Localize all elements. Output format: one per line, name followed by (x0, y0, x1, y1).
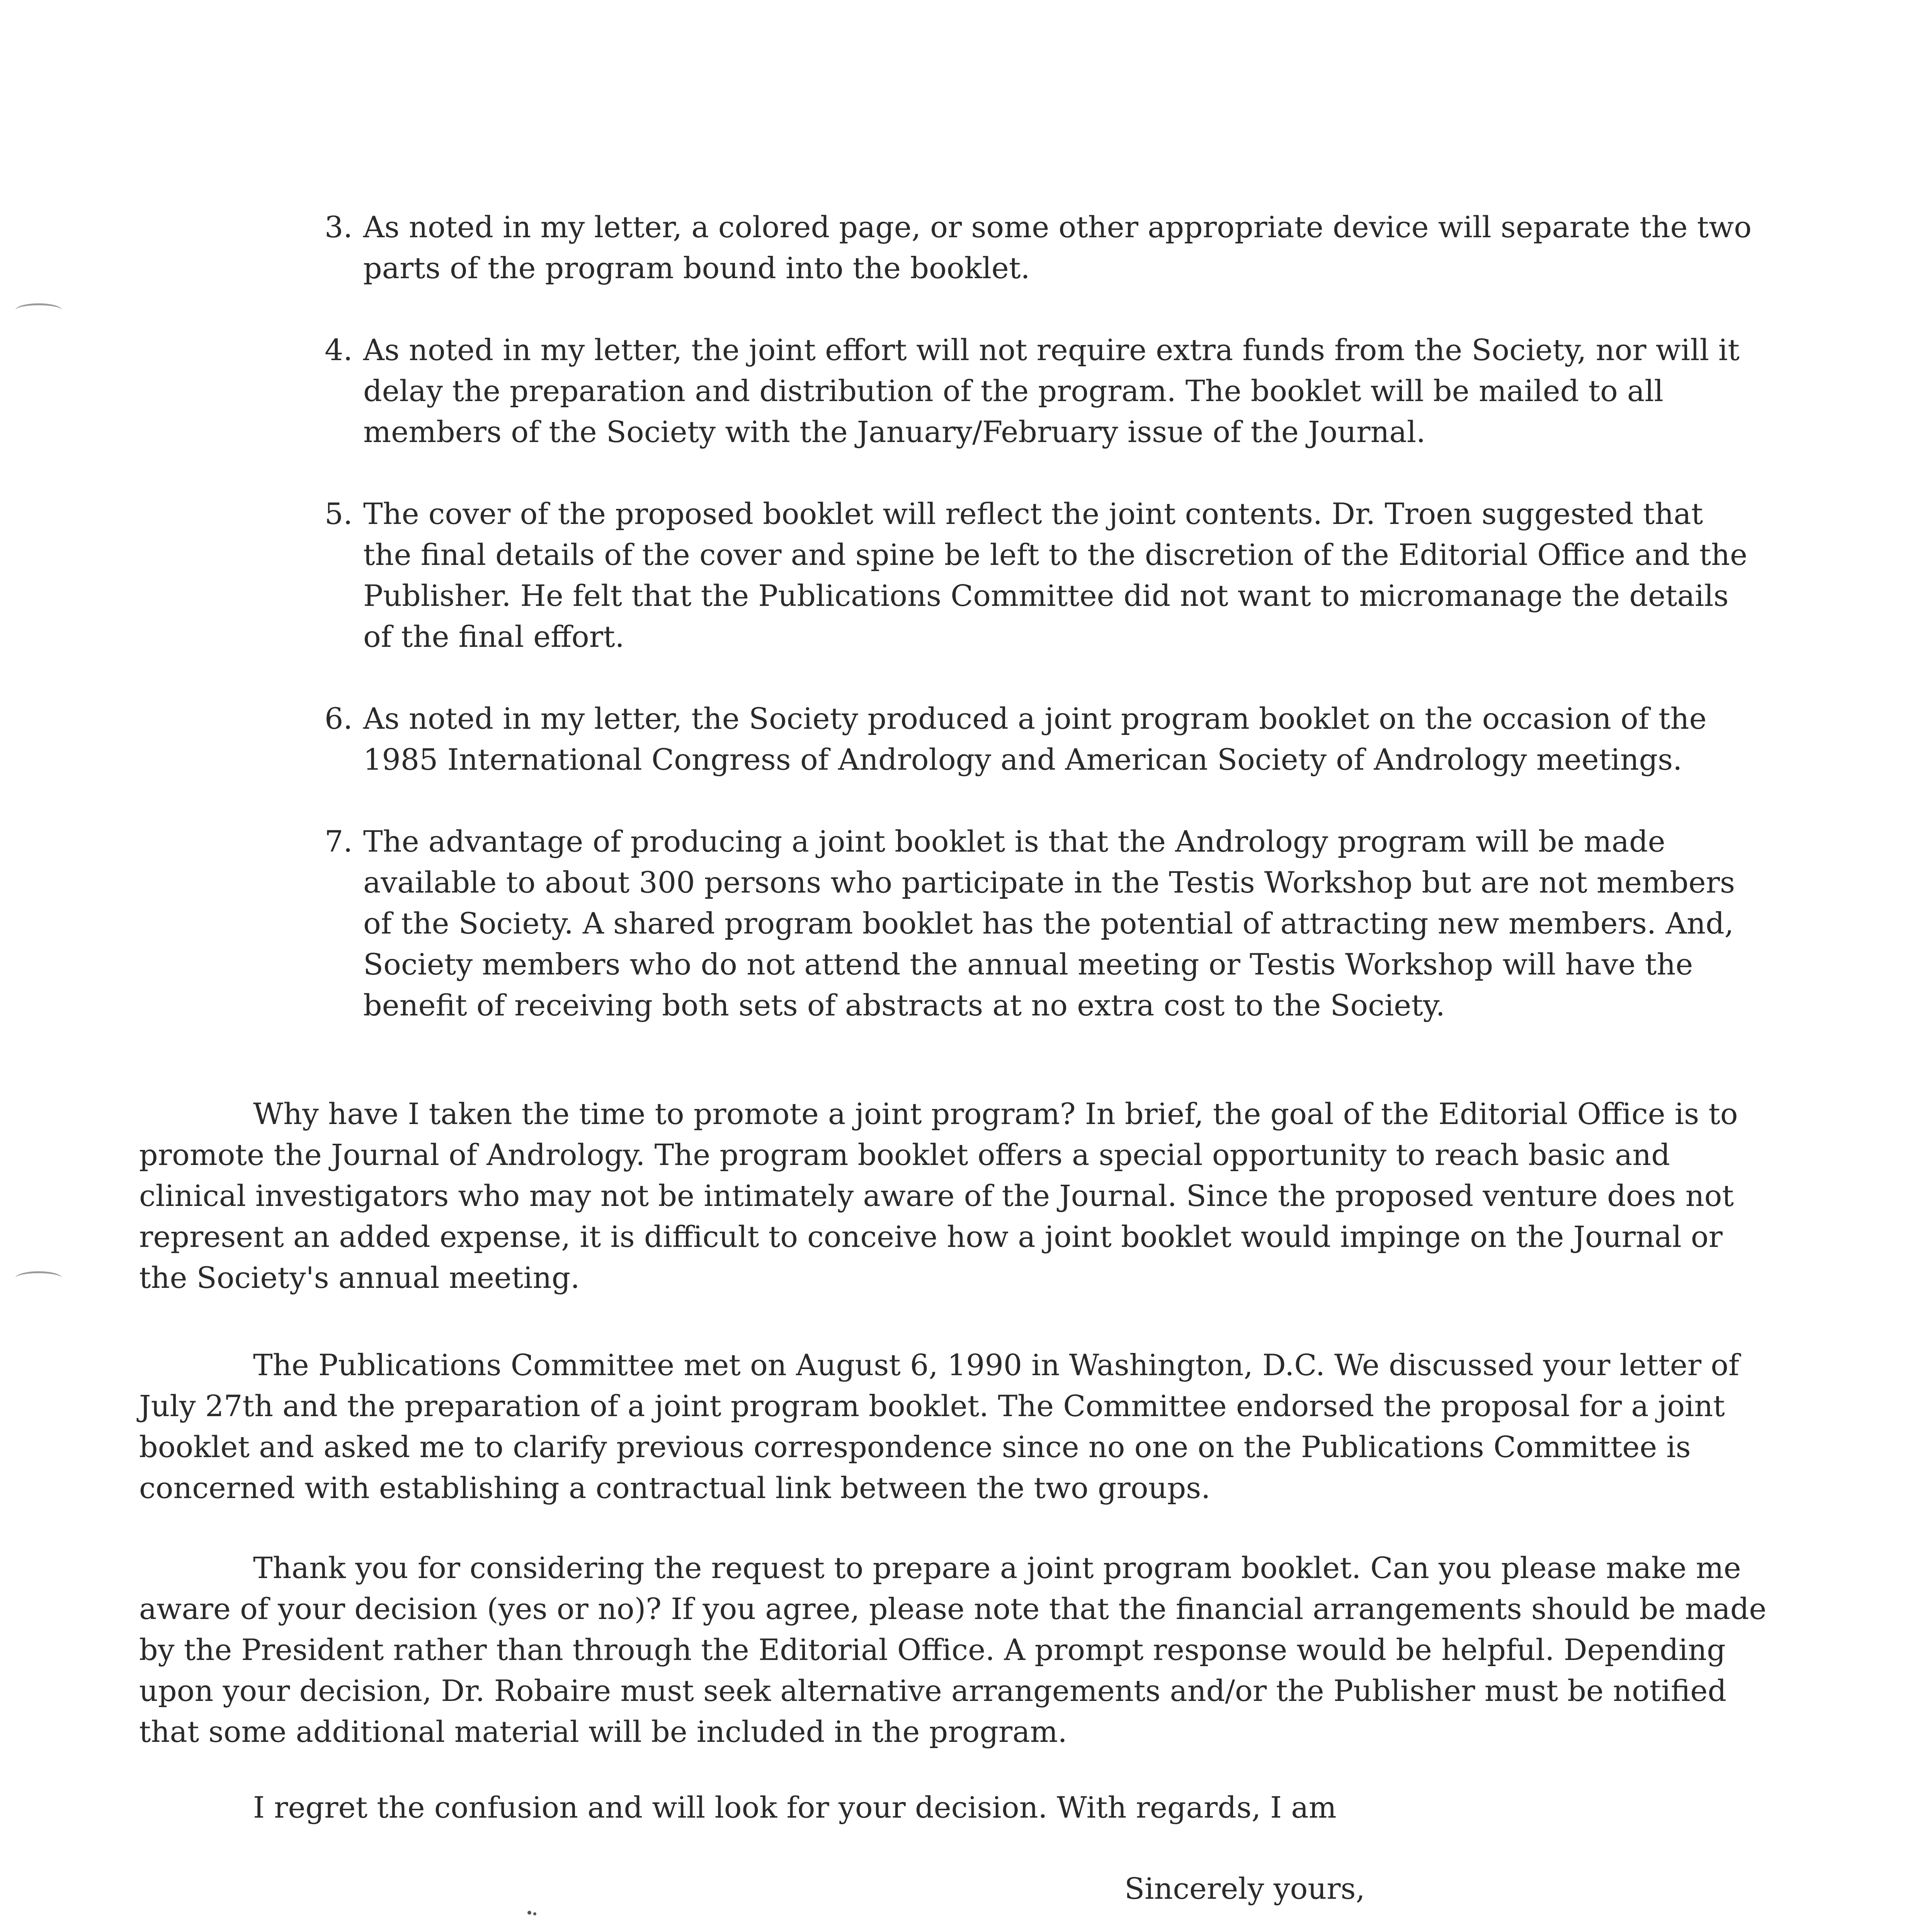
binder-hole-mark (15, 303, 62, 317)
binder-hole-mark (15, 1271, 62, 1285)
list-item-number: 5. (325, 497, 353, 531)
list-item-number: 4. (325, 333, 353, 367)
body-paragraph-request: Thank you for considering the request to prepare a joint program booklet. Can you please make me aware of your decision (yes or no)? If you agree, please note that the financial arrangements should be made by the President rather than through the Editorial Office. A prompt response would be helpful. Depending upon your decision, Dr. Robaire must seek alternative arrangements and/or the Publisher must be notified that some additional material will be included in the program. (139, 1551, 1767, 1749)
list-item (325, 330, 1754, 452)
list-item (325, 493, 1754, 657)
list-item-number: 6. (325, 701, 353, 736)
list-item (325, 698, 1754, 780)
list-item (325, 821, 1754, 1026)
body-paragraph-rationale: Why have I taken the time to promote a joint program? In brief, the goal of the Editorial Office is to promote the Journal of Andrology. The program booklet offers a special opportunity to reach basic and clinical investigators who may not be intimately aware of the Journal. Since the proposed venture does not represent an added expense, it is difficult to conceive how a joint booklet would impinge on the Journal or the Society's annual meeting. (139, 1097, 1738, 1295)
list-item-number: 7. (325, 824, 353, 859)
list-item-number: 3. (325, 210, 353, 244)
list-item-text: As noted in my letter, a colored page, or some other appropriate device will separate the two parts of the program bound into the booklet. (363, 210, 1752, 285)
list-item-text: As noted in my letter, the joint effort will not require extra funds from the Society, nor will it delay the preparation and distribution of the program. The booklet will be mailed to all members of the Society with the January/February issue of the Journal. (363, 333, 1740, 449)
body-paragraph-regards: I regret the confusion and will look for your decision. With regards, I am (253, 1790, 1337, 1825)
list-item-text: As noted in my letter, the Society produced a joint program booklet on the occasion of the 1985 International Congress of Andrology and American Society of Andrology meetings. (363, 701, 1707, 777)
list-item (325, 207, 1754, 289)
list-item-text: The cover of the proposed booklet will reflect the joint contents. Dr. Troen suggested that the final details of the cover and spine be left to the discretion of the Editorial Office and the Publisher. He felt that the Publications Committee did not want to micromanage the details of the final effort. (363, 497, 1747, 654)
list-item-text: The advantage of producing a joint booklet is that the Andrology program will be made available to about 300 persons who participate in the Testis Workshop but are not members of the Society. A shared program booklet has the potential of attracting new members. And, Society members who do not attend the annual meeting or Testis Workshop will have the benefit of receiving both sets of abstracts at no extra cost to the Society. (363, 824, 1735, 1022)
numbered-list (325, 207, 1754, 1067)
handwritten-signature (1132, 1924, 1480, 1932)
body-paragraph-committee-meeting: The Publications Committee met on August 6, 1990 in Washington, D.C. We discussed your letter of July 27th and the preparation of a joint program booklet. The Committee endorsed the proposal for a joint booklet and asked me to clarify previous correspondence since no one on the Publications Committee is concerned with establishing a contractual link between the two groups. (139, 1348, 1740, 1505)
complimentary-close: Sincerely yours, (1124, 1871, 1365, 1906)
ink-specks (526, 1907, 541, 1918)
